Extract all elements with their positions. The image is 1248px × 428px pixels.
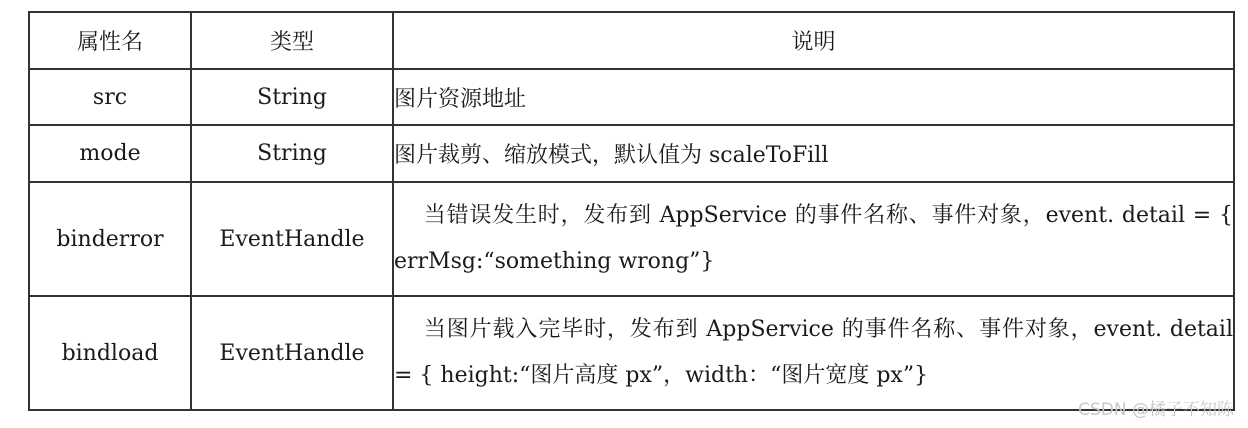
description-text: 当错误发生时，发布到 AppService 的事件名称、事件对象，event. detail = { errMsg:“something wrong”} (394, 203, 1233, 274)
type-cell: EventHandle (191, 182, 393, 296)
description-cell: 图片裁剪、缩放模式，默认值为 scaleToFill (393, 125, 1234, 182)
description-cell (393, 296, 1234, 410)
header-type: 类型 (191, 12, 393, 69)
description-cell (393, 182, 1234, 296)
type-cell: String (191, 69, 393, 125)
header-description: 说明 (393, 12, 1234, 69)
type-cell: String (191, 125, 393, 182)
attribute-name-cell: src (29, 69, 191, 125)
attribute-name-cell: binderror (29, 182, 191, 296)
table-row (29, 69, 1234, 125)
type-cell: EventHandle (191, 296, 393, 410)
attribute-name-cell: bindload (29, 296, 191, 410)
table-row (29, 296, 1234, 410)
description-text: 当图片载入完毕时，发布到 AppService 的事件名称、事件对象，event. detail = { height:“图片高度 px”，width：“图片宽度 px”} (394, 317, 1233, 388)
table-row (29, 182, 1234, 296)
table-header-row (29, 12, 1234, 69)
table-row (29, 125, 1234, 182)
description-cell: 图片资源地址 (393, 69, 1234, 125)
watermark-label: CSDN @橘子不知陈 (1078, 400, 1234, 420)
attribute-table (28, 11, 1235, 411)
attribute-name-cell: mode (29, 125, 191, 182)
header-attribute-name: 属性名 (29, 12, 191, 69)
